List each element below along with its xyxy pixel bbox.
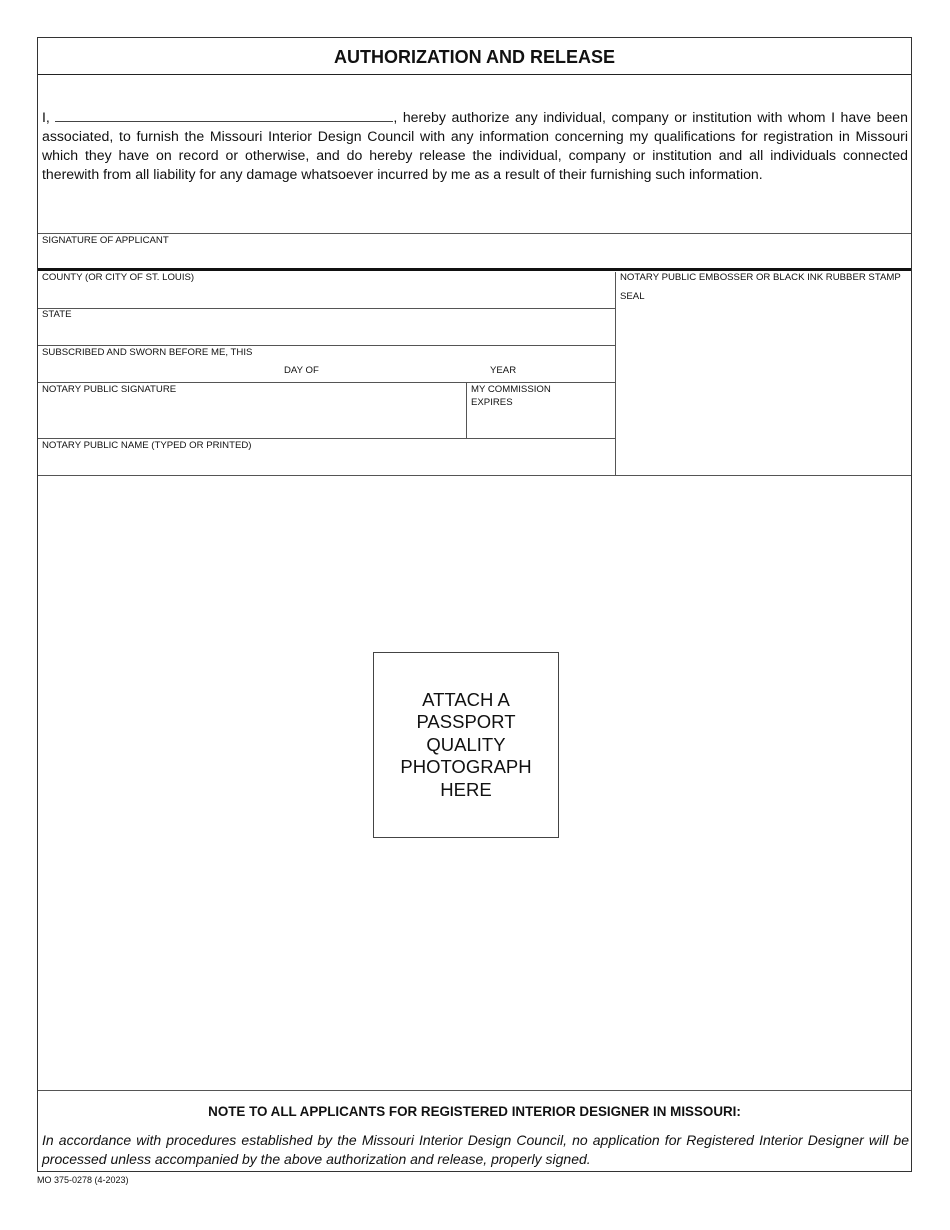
notary-name-label: NOTARY PUBLIC NAME (TYPED OR PRINTED) [42, 440, 252, 451]
form-title: AUTHORIZATION AND RELEASE [38, 38, 911, 75]
commission-label-line2: EXPIRES [471, 397, 513, 408]
note-heading: NOTE TO ALL APPLICANTS FOR REGISTERED INTERIOR DESIGNER IN MISSOURI: [208, 1104, 741, 1119]
authorization-text: , hereby authorize any individual, company or institution with whom I have been associated, to furnish the Missouri Interior Design Council with any information concerning my qualifications for registration in Missouri which they have on record or otherwise, and do hereby release the individual, company or institution and all individuals connected therewith from all liability for any damage whatsoever incurred by me as a result of their furnishing such information. [42, 109, 908, 182]
authorization-prefix: I, [42, 109, 56, 125]
county-label: COUNTY (OR CITY OF ST. LOUIS) [42, 272, 195, 283]
divider [38, 438, 615, 439]
county-field[interactable] [38, 285, 614, 307]
state-label: STATE [42, 309, 72, 320]
day-of-label: DAY OF [284, 365, 319, 376]
commission-label-line1: MY COMMISSION [471, 384, 551, 395]
subscribed-label: SUBSCRIBED AND SWORN BEFORE ME, THIS [42, 347, 253, 358]
notary-name-field[interactable] [38, 453, 614, 475]
divider [38, 308, 615, 309]
year-label: YEAR [490, 365, 517, 376]
applicant-signature-field[interactable] [38, 248, 911, 268]
notary-signature-field[interactable] [38, 397, 465, 437]
notary-signature-label: NOTARY PUBLIC SIGNATURE [42, 384, 177, 395]
applicant-name-field[interactable] [55, 109, 393, 122]
divider [38, 475, 911, 476]
section-divider [38, 268, 911, 271]
photo-instruction: ATTACH A PASSPORT QUALITY PHOTOGRAPH HERE [400, 688, 532, 800]
authorization-paragraph [42, 108, 908, 184]
state-field[interactable] [38, 322, 614, 344]
authorization-release-form [37, 37, 912, 1172]
note-body: In accordance with procedures established by the Missouri Interior Design Council, no application for Registered Interior Designer will be processed unless accompanied by the above authorization and release, properly signed. [42, 1132, 909, 1167]
form-number: MO 375-0278 (4-2023) [37, 1175, 129, 1185]
divider [38, 345, 615, 346]
photo-attachment-box [373, 652, 559, 838]
commission-expires-field[interactable] [467, 410, 614, 437]
seal-label: SEAL [620, 291, 645, 302]
divider [38, 233, 911, 234]
signature-of-applicant-label: SIGNATURE OF APPLICANT [42, 235, 169, 246]
notary-stamp-label: NOTARY PUBLIC EMBOSSER OR BLACK INK RUBBER STAMP [620, 272, 901, 283]
divider [38, 382, 615, 383]
divider [38, 1090, 911, 1091]
divider [615, 272, 616, 475]
